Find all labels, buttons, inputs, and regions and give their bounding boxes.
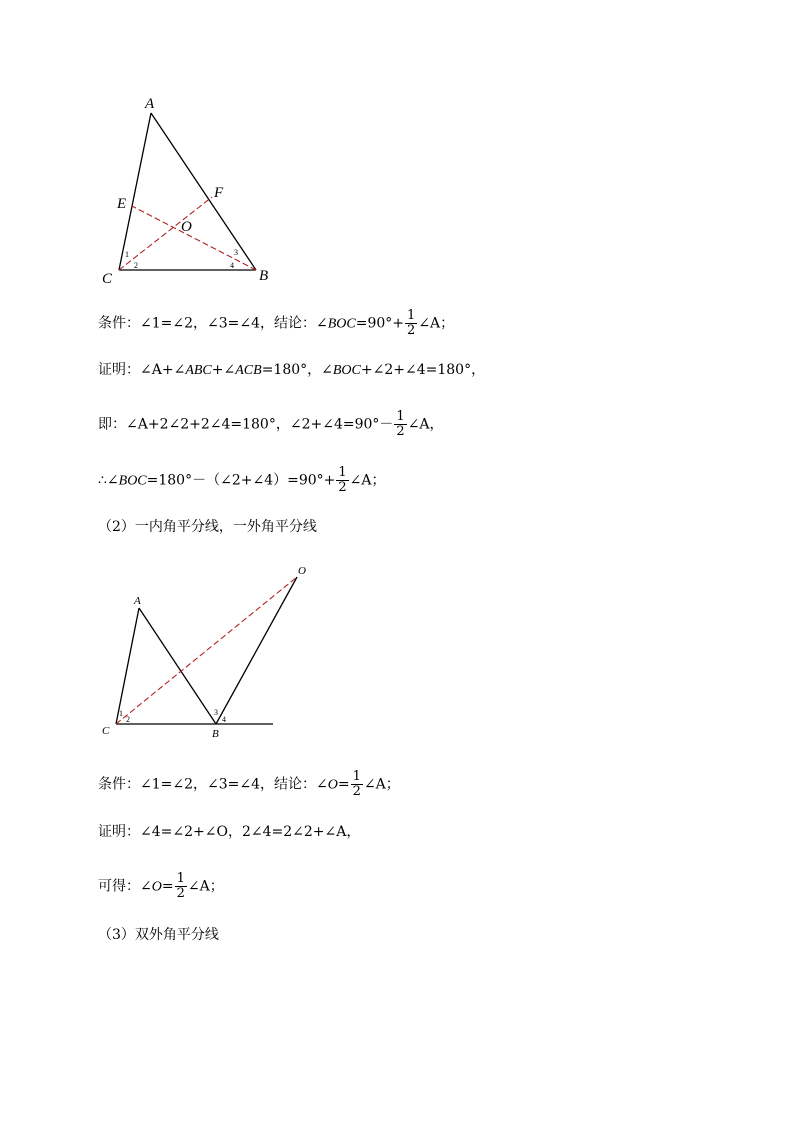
text: ∠A； [418, 315, 455, 332]
label-e: E [117, 196, 127, 212]
fraction-den: 2 [338, 480, 347, 495]
segment-ab-2 [139, 608, 216, 724]
text-boc: BOC [118, 473, 147, 489]
angle-1: 1 [125, 250, 129, 259]
text: 即：∠A+2∠2+2∠4=180°，∠2+∠4=90°－ [98, 416, 394, 433]
condition-line-2 [98, 770, 400, 799]
fraction-den: 2 [396, 424, 405, 439]
fraction-den: 2 [352, 784, 361, 799]
angle-3: 3 [234, 248, 238, 257]
segment-ca-2 [116, 608, 139, 724]
text: =90°+ [355, 315, 405, 332]
heading-2: （2）一内角平分线，一外角平分线 [98, 519, 317, 535]
text: 条件：∠1=∠2，∠3=∠4，结论：∠ [98, 776, 328, 793]
text: ∠A； [363, 776, 400, 793]
text: =180°－（∠2+∠4）=90°+ [146, 472, 336, 489]
fraction-half [175, 872, 187, 901]
angle-3-2: 3 [214, 708, 218, 717]
label-b-2: B [212, 728, 219, 740]
fraction-num: 1 [352, 769, 361, 784]
proof-line-2: 证明：∠4=∠2+∠O，2∠4=2∠2+∠A， [98, 824, 361, 840]
fraction-num: 1 [338, 465, 347, 480]
text-boc: BOC [332, 363, 361, 378]
text: +∠2+∠4=180°， [360, 362, 486, 378]
label-c-2: C [102, 725, 110, 737]
text-acb: ACB [235, 363, 262, 378]
label-o-2: O [298, 565, 306, 577]
text-o: O [327, 777, 338, 793]
label-o: O [181, 219, 192, 235]
fraction-num: 1 [176, 871, 185, 886]
label-f: F [214, 185, 224, 201]
text: +∠ [211, 362, 236, 378]
get-line-2 [98, 872, 224, 901]
text: ∴∠ [98, 472, 119, 489]
label-a: A [145, 96, 155, 112]
label-c: C [102, 271, 113, 287]
label-b: B [259, 268, 269, 284]
angle-2: 2 [134, 261, 138, 270]
text: ∠A； [349, 472, 386, 489]
fraction-den: 2 [407, 323, 416, 338]
fraction-num: 1 [396, 409, 405, 424]
angle-4: 4 [230, 261, 234, 270]
text-boc: BOC [327, 316, 356, 332]
heading-3: （3）双外角平分线 [98, 927, 219, 943]
label-a-2: A [134, 595, 141, 607]
bisector-bo [216, 577, 297, 724]
text: =180°，∠ [261, 362, 333, 378]
fraction-num: 1 [407, 308, 416, 323]
text: 条件：∠1=∠2，∠3=∠4，结论：∠ [98, 315, 328, 332]
fraction-den: 2 [176, 886, 185, 901]
text-abc: ABC [185, 363, 212, 378]
text: 证明：∠A+∠ [98, 362, 186, 378]
text-o: O [151, 879, 162, 895]
bisector-co [116, 577, 297, 724]
text: ∠A； [187, 878, 224, 895]
text: 可得：∠ [98, 878, 152, 895]
angle-1-2: 1 [119, 709, 123, 718]
text: = [337, 776, 350, 793]
text: ∠A， [407, 416, 444, 433]
angle-4-2: 4 [222, 715, 226, 724]
fraction-half [351, 770, 363, 799]
angle-2-2: 2 [126, 715, 130, 724]
text: = [161, 878, 174, 895]
